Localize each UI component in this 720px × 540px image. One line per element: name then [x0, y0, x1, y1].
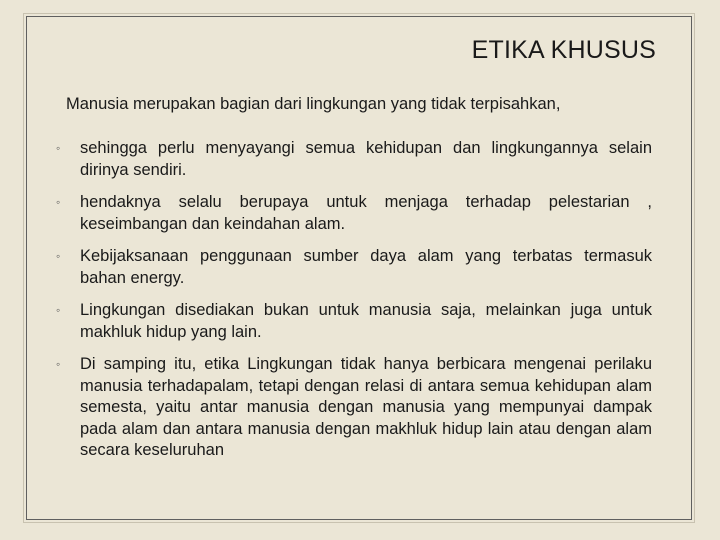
- bullet-text: Di samping itu, etika Lingkungan tidak hanya berbicara mengenai perilaku manusia terhadapalam, tetapi dengan relasi di antara semua kehidupan alam semesta, yaitu antar manusia dengan manusia yang mempunyai dampak pada alam dan antara manusia dengan makhluk hidup lain atau dengan alam secara keseluruhan: [80, 355, 652, 459]
- bullet-circle-icon: ◦: [56, 195, 61, 209]
- bullet-text: hendaknya selalu berupaya untuk menjaga terhadap pelestarian , keseimbangan dan keindahan alam.: [80, 193, 652, 233]
- bullet-circle-icon: ◦: [56, 249, 61, 263]
- bullet-text: Kebijaksanaan penggunaan sumber daya alam yang terbatas termasuk bahan energy.: [80, 247, 652, 287]
- bullet-circle-icon: ◦: [56, 141, 61, 155]
- bullet-circle-icon: ◦: [56, 357, 61, 371]
- slide-title: ETIKA KHUSUS: [471, 36, 656, 64]
- bullet-item: [56, 192, 652, 235]
- bullet-item: [56, 354, 652, 462]
- bullet-item: [56, 246, 652, 289]
- bullet-item: [56, 300, 652, 343]
- bullet-text: sehingga perlu menyayangi semua kehidupan dan lingkungannya selain dirinya sendiri.: [80, 139, 652, 179]
- intro-text: Manusia merupakan bagian dari lingkungan yang tidak terpisahkan,: [66, 95, 561, 113]
- bullet-text: Lingkungan disediakan bukan untuk manusia saja, melainkan juga untuk makhluk hidup yang lain.: [80, 301, 652, 341]
- bullet-list: [56, 138, 652, 473]
- bullet-circle-icon: ◦: [56, 303, 61, 317]
- bullet-item: [56, 138, 652, 181]
